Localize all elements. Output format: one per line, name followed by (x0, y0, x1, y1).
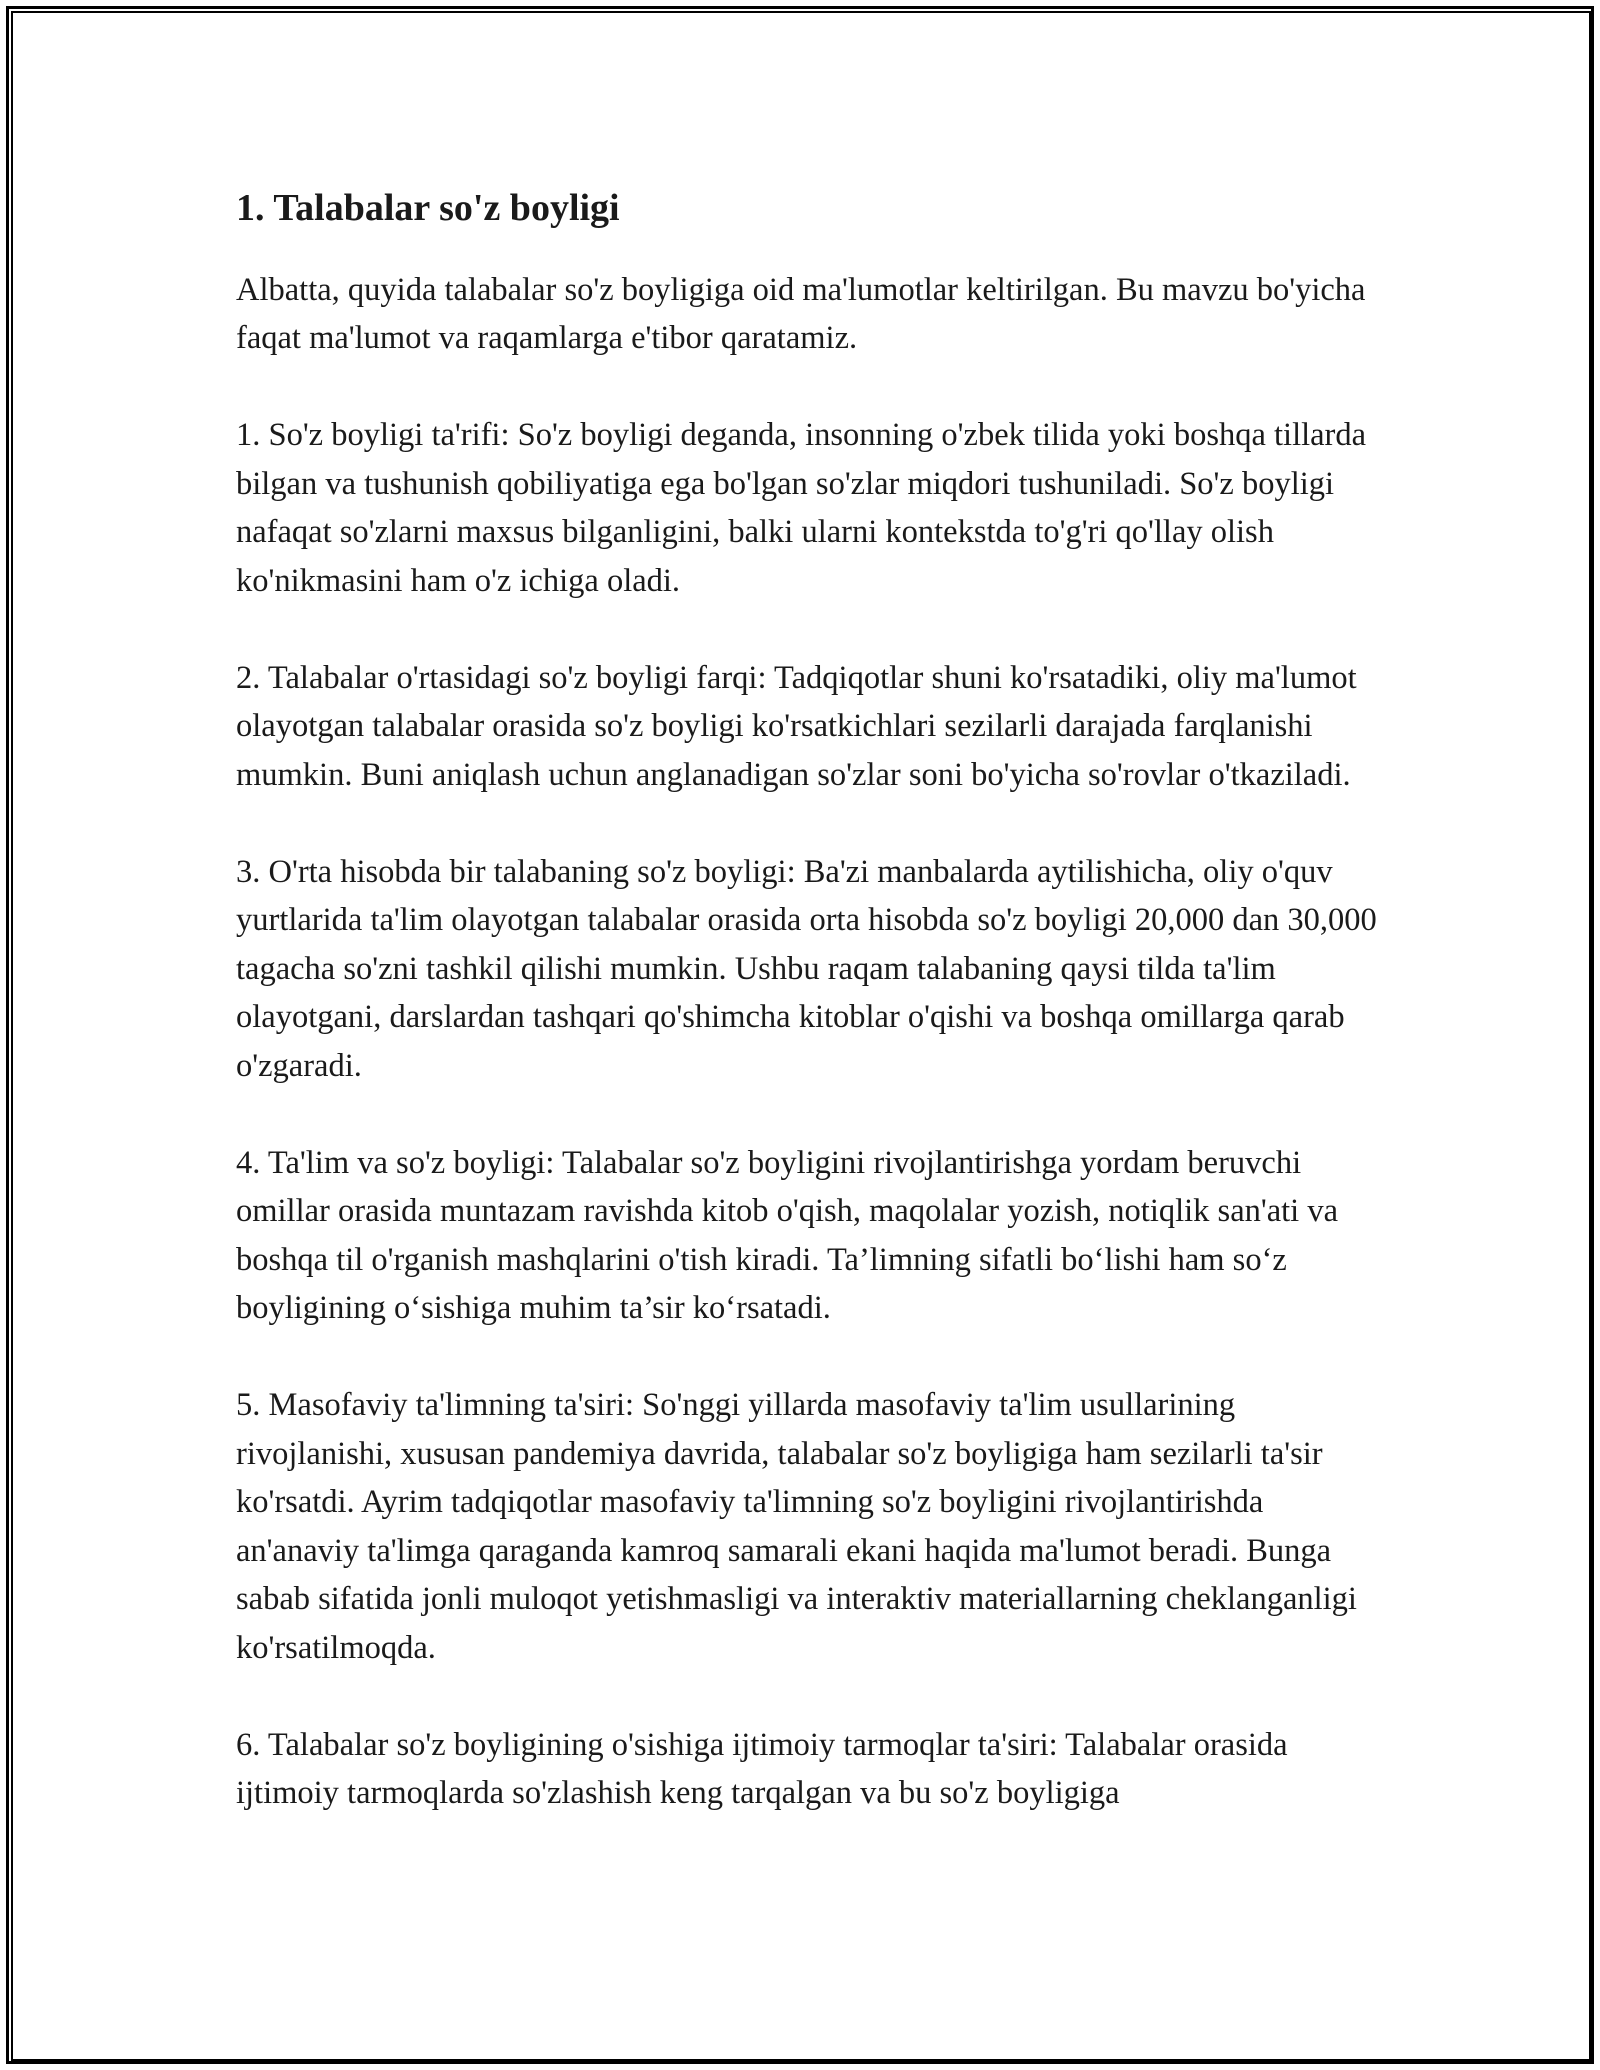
paragraph-6-social-media: 6. Talabalar so'z boyligining o'sishiga ijtimoiy tarmoqlar ta'siri: Talabalar orasida ijtimoiy tarmoqlarda so'zlashish keng tarqalgan va bu so'z boyligiga (236, 1726, 1288, 1812)
paragraph-3-average: 3. O'rta hisobda bir talabaning so'z boyligi: Ba'zi manbalarda aytilishicha, oliy o'quv yurtlarida ta'lim olayotgan talabalar orasida orta hisobda so'z boyligi 20,000 dan 30,000 tagacha so'zni tashkil qilishi mumkin. Ushbu raqam talabaning qaysi tilda ta'lim olayotgani, darslardan tashqari qo'shimcha kitoblar o'qishi va boshqa omillarga qarab o'zgaradi. (236, 853, 1377, 1084)
document-title: 1. Talabalar so'z boyligi (236, 187, 620, 229)
paragraph-intro: Albatta, quyida talabalar so'z boyligiga oid ma'lumotlar keltirilgan. Bu mavzu bo'yicha faqat ma'lumot va raqamlarga e'tibor qaratamiz. (236, 271, 1366, 357)
paragraph-2-differences: 2. Talabalar o'rtasidagi so'z boyligi farqi: Tadqiqotlar shuni ko'rsatadiki, oliy ma'lumot olayotgan talabalar orasida so'z boyligi ko'rsatkichlari sezilarli darajada farqlanishi mumkin. Buni aniqlash uchun anglanadigan so'zlar soni bo'yicha so'rovlar o'tkaziladi. (236, 659, 1357, 793)
paragraph-1-definition: 1. So'z boyligi ta'rifi: So'z boyligi deganda, insonning o'zbek tilida yoki boshqa tillarda bilgan va tushunish qobiliyatiga ega bo'lgan so'zlar miqdori tushuniladi. So'z boyligi nafaqat so'zlarni maxsus bilganligini, balki ularni kontekstda to'g'ri qo'llay olish ko'nikmasini ham o'z ichiga oladi. (236, 417, 1367, 599)
paragraph-4-education: 4. Ta'lim va so'z boyligi: Talabalar so'z boyligini rivojlantirishga yordam beruvchi omillar orasida muntazam ravishda kitob o'qish, maqolalar yozish, notiqlik san'ati va boshqa til o'rganish mashqlarini o'tish kiradi. Ta’limning sifatli bo‘lishi ham so‘z boyligining o‘sishiga muhim ta’sir ko‘rsatadi. (236, 1144, 1339, 1327)
document-body (236, 186, 1386, 1866)
paragraph-5-distance-learning: 5. Masofaviy ta'limning ta'siri: So'nggi yillarda masofaviy ta'lim usullarining rivojlanishi, xususan pandemiya davrida, talabalar so'z boyligiga ham sezilarli ta'sir ko'rsatdi. Ayrim tadqiqotlar masofaviy ta'limning so'z boyligini rivojlantirishda an'anaviy ta'limga qaraganda kamroq samarali ekani haqida ma'lumot beradi. Bunga sabab sifatida jonli muloqot yetishmasligi va interaktiv materiallarning cheklanganligi ko'rsatilmoqda. (236, 1387, 1357, 1666)
